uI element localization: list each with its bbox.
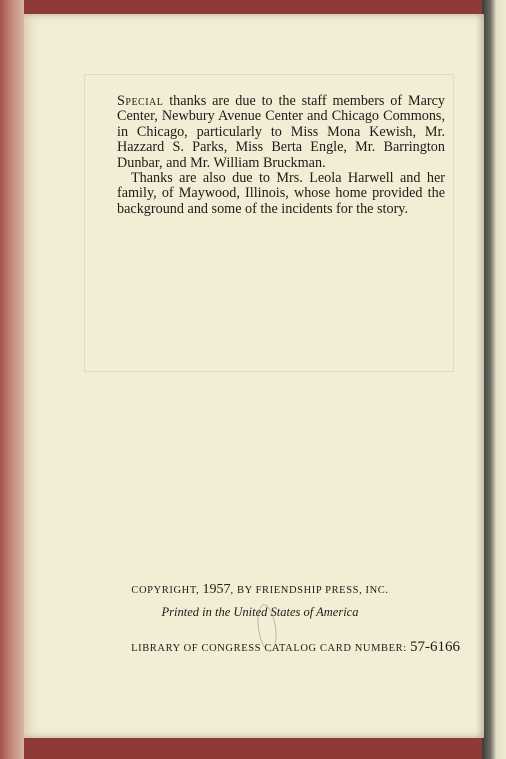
book-cover-right-edge	[482, 0, 506, 759]
copyright-suffix: , BY FRIENDSHIP PRESS, INC.	[230, 585, 389, 596]
copyright-prefix: COPYRIGHT,	[131, 585, 203, 596]
catalog-number: 57-6166	[410, 639, 460, 655]
acknowledgment-paragraph-2: Thanks are also due to Mrs. Leola Harwell and her family, of Maywood, Illinois, whose home provided the background and some of the incidents for the story.	[117, 170, 445, 217]
catalog-card-line	[60, 639, 460, 656]
copyright-year: 1957	[202, 582, 231, 597]
printed-in-line: Printed in the United States of America	[161, 605, 359, 619]
catalog-label: LIBRARY OF CONGRESS CATALOG CARD NUMBER:	[131, 643, 410, 654]
book-page	[24, 14, 484, 738]
acknowledgment-text	[117, 94, 445, 217]
lead-word: Special	[117, 93, 164, 109]
copyright-line	[60, 582, 460, 598]
acknowledgment-paragraph-1	[117, 94, 445, 171]
paragraph-1-body: thanks are due to the staff members of Marcy Center, Newbury Avenue Center and Chicago Commons, in Chicago, particularly to Miss Mona Kewish, Mr. Hazzard S. Parks, Miss Berta Engle, Mr. Barrington Dunbar, and Mr. William Bruckman.	[117, 93, 445, 171]
book-cover-left-edge	[0, 0, 24, 759]
